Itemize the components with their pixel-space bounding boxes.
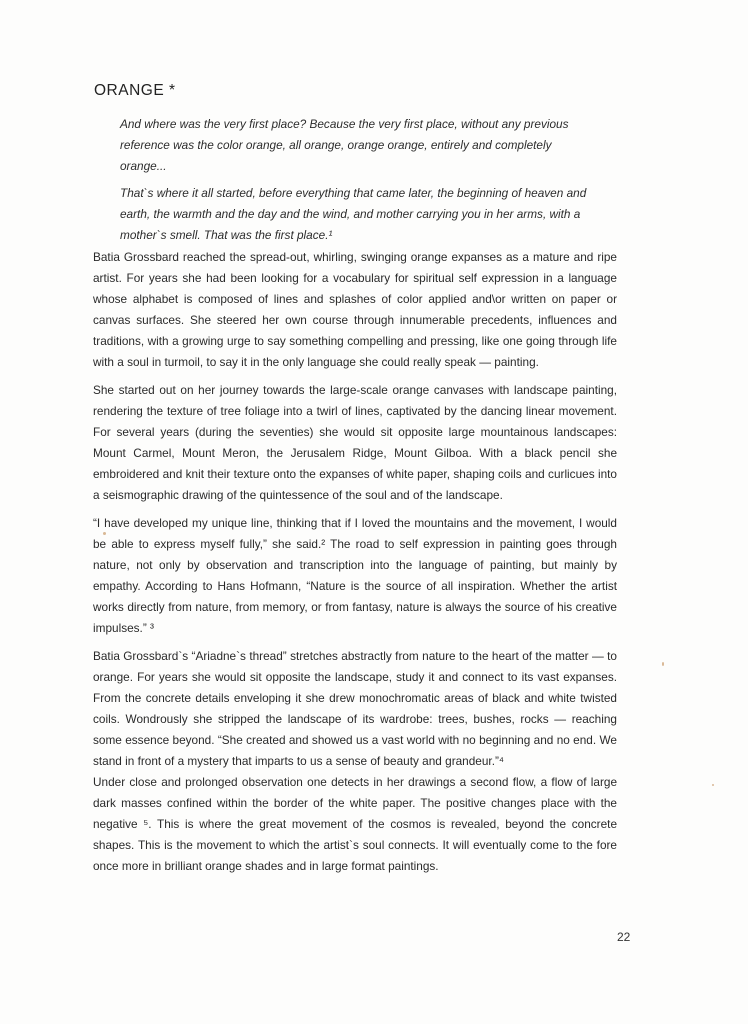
section-heading: ORANGE *: [94, 82, 176, 99]
body-paragraph: Batia Grossbard reached the spread-out, whirling, swinging orange expanses as a mature and ripe artist. For years she had been looking for a vocabulary for spiritual self expression in a language whose alphabet is composed of lines and splashes of color applied and\or written on paper or canvas surfaces. She steered her own course through innumerable precedents, influences and traditions, with a growing urge to say something compelling and pressing, like one going through life with a soul in turmoil, to say it in the only language she could really speak — painting.: [93, 250, 617, 369]
quote-paragraph: That`s where it all started, before everything that came later, the beginning of heaven and earth, the warmth and the day and the wind, and mother carrying you in her arms, with a mother`s smell. That was the first place.¹: [120, 186, 587, 242]
paper-speck: [712, 784, 714, 786]
body-paragraph: She started out on her journey towards the large-scale orange canvases with landscape painting, rendering the texture of tree foliage into a twirl of lines, captivated by the dancing linear movement. For several years (during the seventies) she would sit opposite large mountainous landscapes: Mount Carmel, Mount Meron, the Jerusalem Ridge, Mount Gilboa. With a black pencil she embroidered and knit their texture onto the expanses of white paper, shaping coils and curlicues into a seismographic drawing of the quintessence of the soul and of the landscape.: [93, 383, 617, 502]
body-paragraph: “I have developed my unique line, thinking that if I loved the mountains and the movement, I would be able to express myself fully,” she said.² The road to self expression in painting goes through nature, not only by observation and transcription into the language of painting, but mainly by empathy. According to Hans Hofmann, “Nature is the source of all inspiration. Whether the artist works directly from nature, from memory, or from fantasy, nature is always the source of his creative impulses.” ³: [93, 516, 617, 635]
epigraph-quote: [120, 114, 600, 252]
paper-speck: [662, 662, 664, 666]
body-text: [93, 247, 617, 884]
body-paragraph: Batia Grossbard`s “Ariadne`s thread” stretches abstractly from nature to the heart of the matter — to orange. For years she would sit opposite the landscape, study it and connect to its vast expanses. From the concrete details enveloping it she drew monochromatic areas of black and white twisted coils. Wondrously she stripped the landscape of its wardrobe: trees, bushes, rocks — reaching some essence beyond. “She created and showed us a vast world with no beginning and no end. We stand in front of a mystery that imparts to us a sense of beauty and grandeur.”⁴: [93, 649, 617, 768]
body-paragraph: Under close and prolonged observation one detects in her drawings a second flow, a flow of large dark masses confined within the border of the white paper. The positive changes place with the negative ⁵. This is where the great movement of the cosmos is revealed, beyond the concrete shapes. This is the movement to which the artist`s soul connects. It will eventually come to the fore once more in brilliant orange shades and in large format paintings.: [93, 775, 617, 873]
page-number: 22: [617, 930, 631, 944]
paper-speck: [103, 532, 106, 535]
quote-paragraph: And where was the very first place? Because the very first place, without any previous reference was the color orange, all orange, orange orange, entirely and completely orange...: [120, 117, 569, 173]
